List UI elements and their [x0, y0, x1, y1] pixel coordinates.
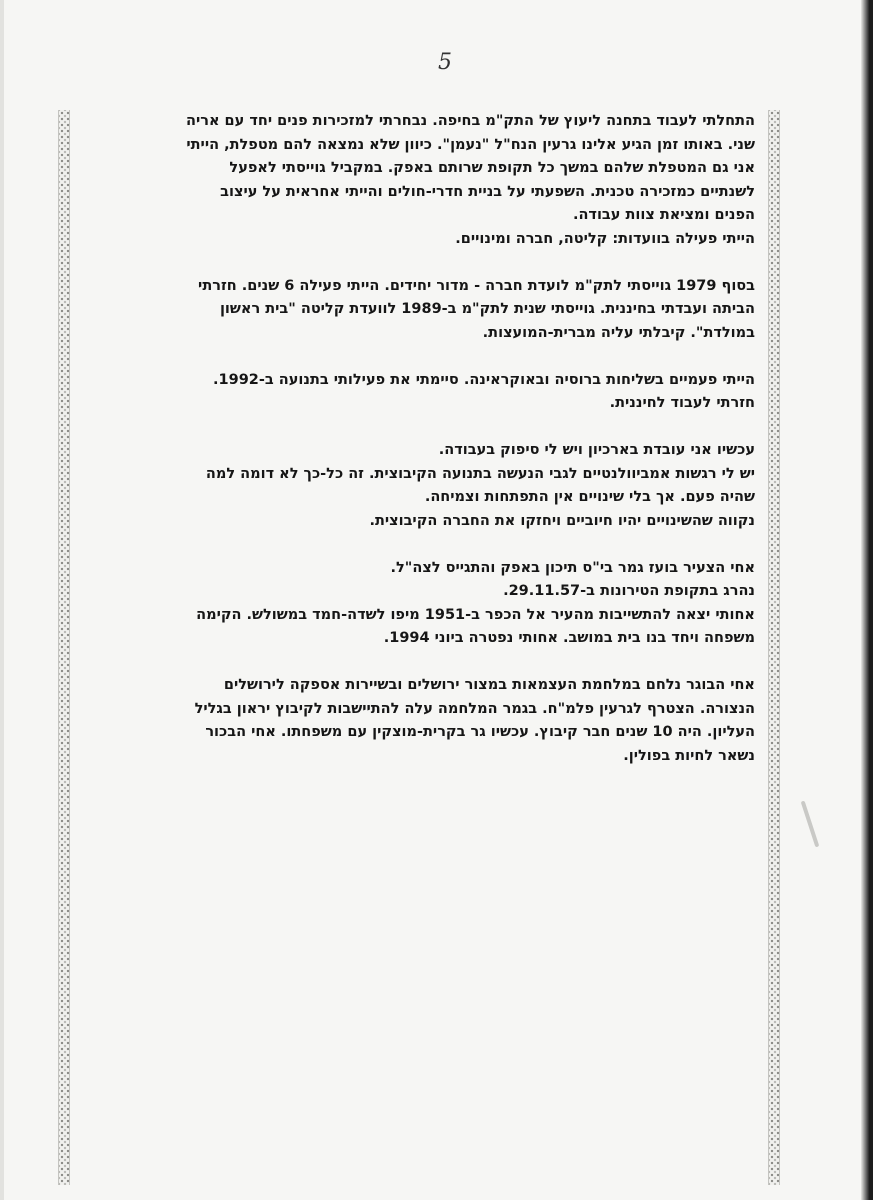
paragraph-work-haifa — [95, 110, 755, 251]
text-line: העליון. היה 10 שנים חבר קיבוץ. עכשיו גר בקרית-מוצקין עם משפחתו. אחי הבכור — [205, 724, 755, 740]
text-line: אחותי יצאה להתשייבות מהעיר אל הכפר ב-1951 מיפו לשדה-חמד במשולש. הקימה — [196, 606, 755, 623]
text-line: יש לי רגשות אמביוולנטיים לגבי הנעשה בתנועה הקיבוצית. זה כל-כך לא דומה למה — [205, 465, 755, 482]
text-line: הביתה ועבדתי בחיננית. גוייסתי שנית לתק"מ ב-1989 לוועדת קליטה "בית ראשון — [219, 301, 755, 317]
text-line: עכשיו אני עובדת בארכיון ויש לי סיפוק בעבודה. — [438, 442, 755, 458]
text-line: אחי הבוגר נלחם במלחמת העצמאות במצור ירושלים ובשיירות אספקה לירושלים — [223, 677, 755, 693]
text-line: אני גם המטפלת שלהם במשך כל תקופת שרותם באפק. במקביל גוייסתי לאפעל — [229, 160, 755, 176]
paragraph-missions — [95, 369, 755, 416]
text-line: נהרג בתקופת הטירונות ב-29.11.57. — [503, 583, 755, 599]
text-line: חזרתי לעבוד לחיננית. — [609, 395, 755, 411]
text-line: התחלתי לעבוד בתחנה ליעוץ של התק"מ בחיפה. נבחרתי למזכירות פנים יחד עם אריה — [185, 113, 755, 129]
scan-edge-right — [861, 0, 873, 1200]
paragraph-archive — [95, 439, 755, 533]
text-line: במולדת". קיבלתי עליה מברית-המועצות. — [482, 324, 755, 341]
text-line: נשאר לחיות בפולין. — [623, 747, 755, 764]
text-line: הייתי פעילה בוועדות: קליטה, חברה ומינויים. — [455, 230, 755, 247]
text-line: משפחה ויחד בנו בית במושב. אחותי נפטרה ביוני 1994. — [383, 630, 755, 646]
text-line: שהיה פעם. אך בלי שינויים אין התפתחות וצמיחה. — [424, 489, 755, 505]
text-line: נקווה שהשינויים יהיו חיוביים ויחזקו את החברה הקיבוצית. — [369, 512, 755, 529]
document-body — [95, 110, 755, 792]
paragraph-elder-brother — [95, 674, 755, 768]
text-line: הייתי פעמיים בשליחות ברוסיה ובאוקראינה. סיימתי את פעילותי בתנועה ב-1992. — [213, 371, 755, 388]
paragraph-siblings — [95, 557, 755, 651]
page-number: 5 — [438, 50, 452, 75]
text-line: לשנתיים כמזכירה טכנית. השפעתי על בניית חדרי-חולים והייתי אחראית על עיצוב — [220, 183, 755, 200]
text-line: אחי הצעיר בועז גמר בי"ס תיכון באפק והתגייס לצה"ל. — [390, 559, 755, 576]
text-line: שני. באותו זמן הגיע אלינו גרעין הנח"ל "נעמן". כיוון שלא נמצאה להם מטפלת, הייתי — [186, 136, 755, 153]
paragraph-1979 — [95, 275, 755, 346]
decorative-border-right — [768, 110, 780, 1185]
scan-edge-left — [0, 0, 4, 1200]
pen-mark — [801, 801, 820, 848]
text-line: בסוף 1979 גוייסתי לתק"מ לועדת חברה - מדור יחידים. הייתי פעילה 6 שנים. חזרתי — [198, 277, 755, 294]
text-line: הנצורה. הצטרף לגרעין פלמ"ח. בגמר המלחמה עלה להתיישבות לקיבוץ יראון בגליל — [194, 700, 755, 717]
decorative-border-left — [58, 110, 70, 1185]
text-line: הפנים ומציאת צוות עבודה. — [572, 207, 755, 223]
